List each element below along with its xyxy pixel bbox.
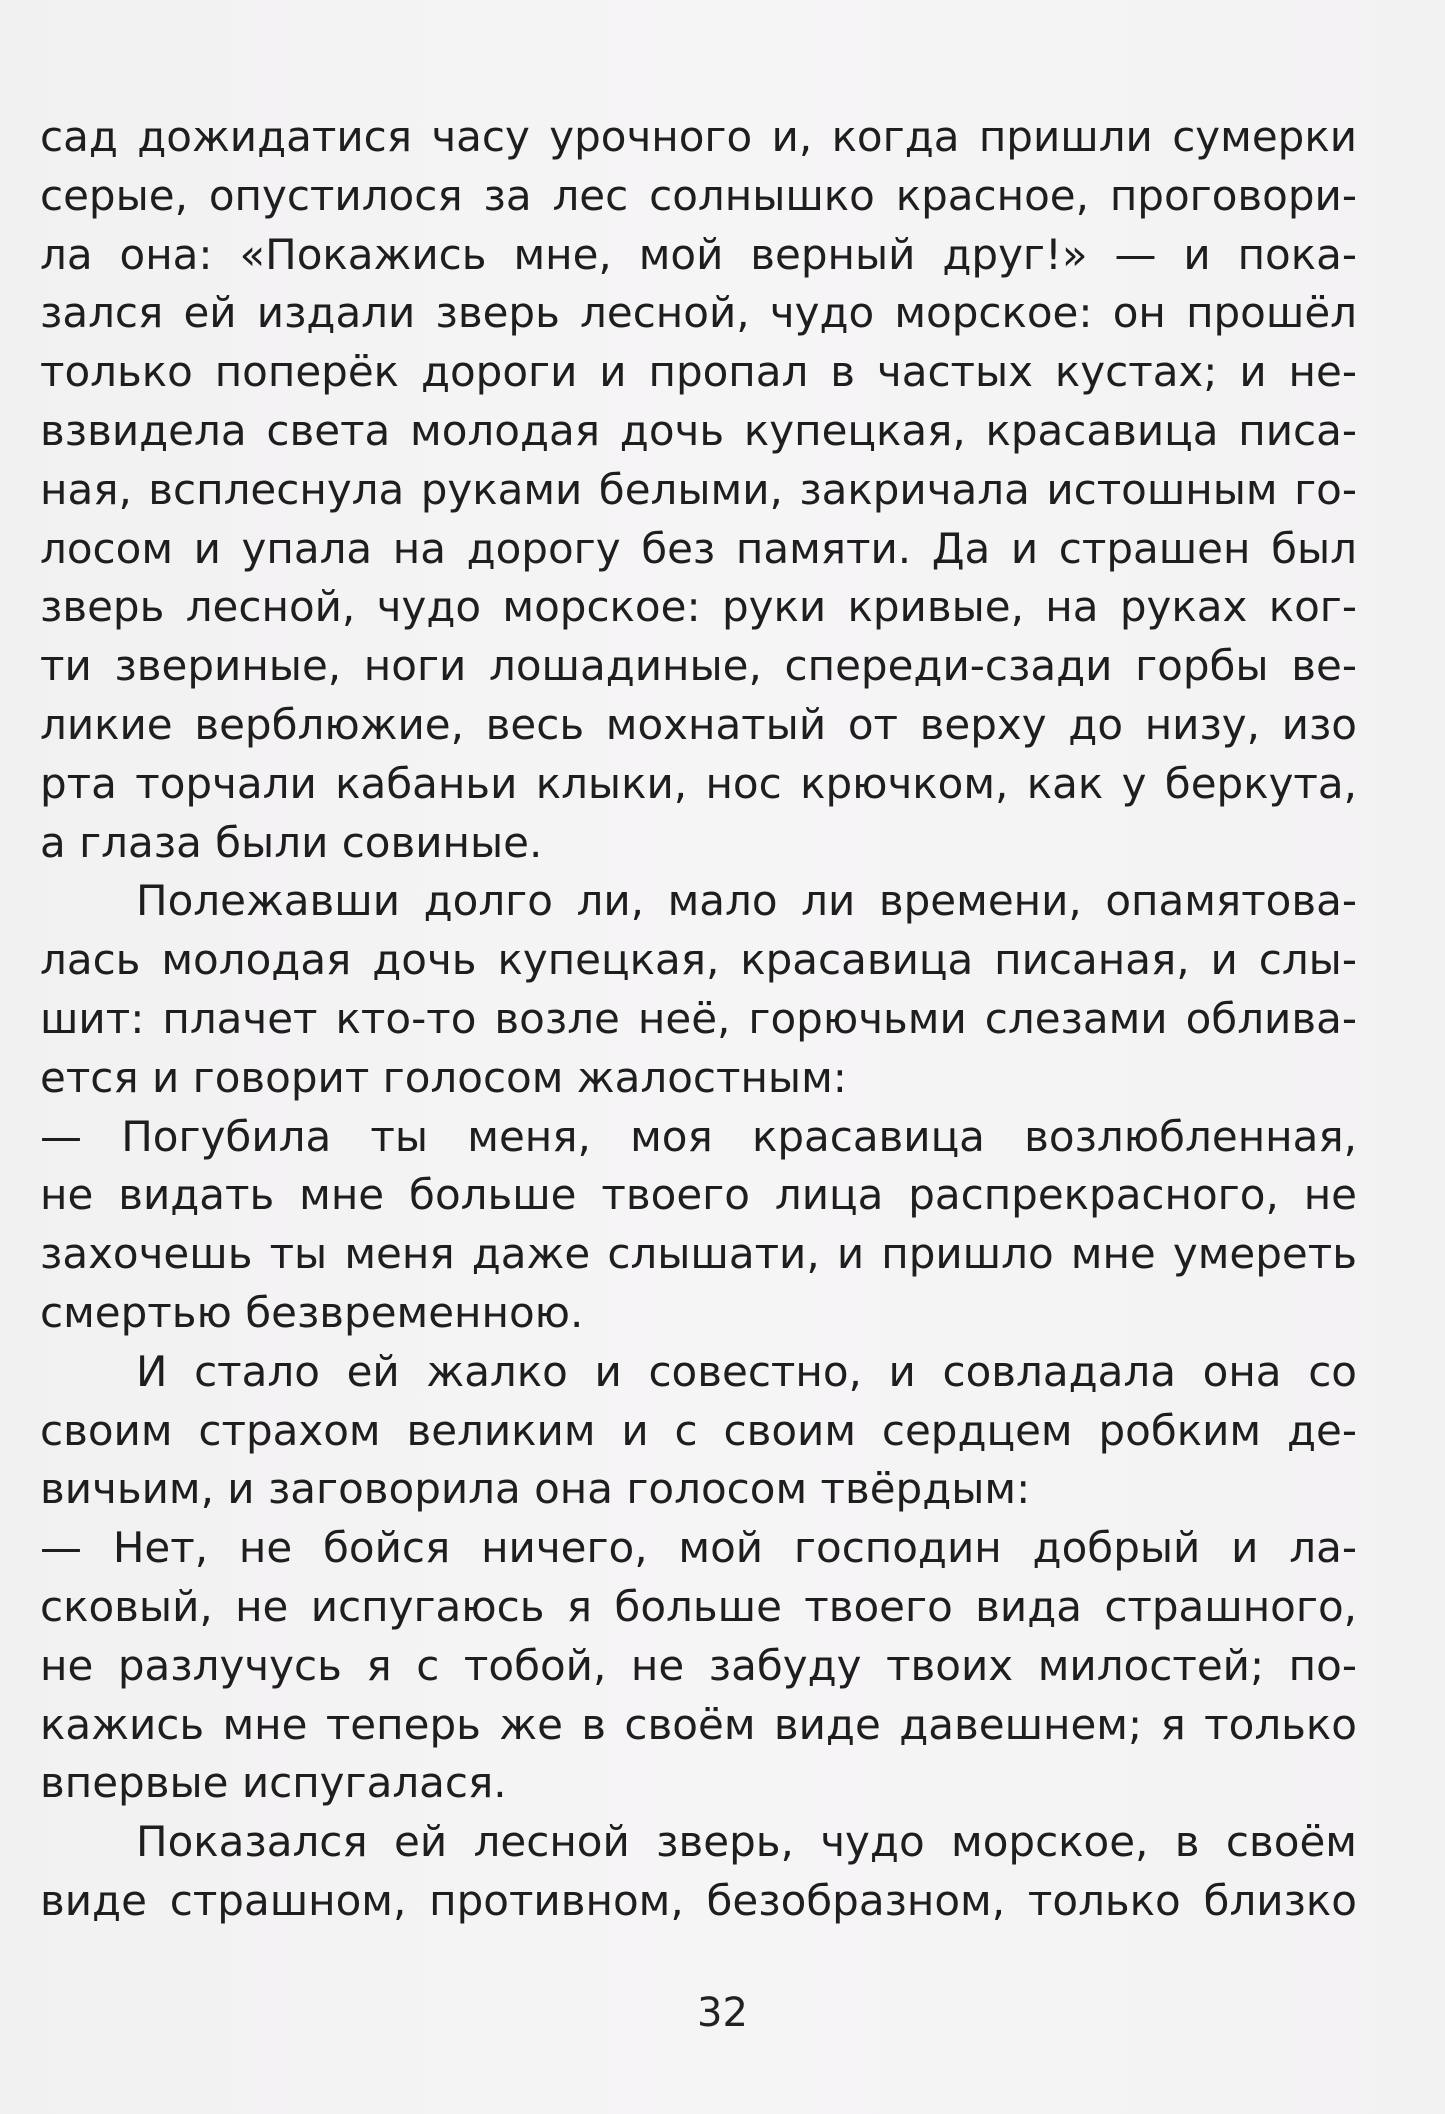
text-line: Полежавши долго ли, мало ли времени, опамятова-	[136, 876, 1357, 926]
text-line: а глаза были совиные.	[40, 817, 543, 867]
text-line: лась молодая дочь купецкая, красавица писаная, и слы-	[40, 935, 1357, 985]
body-text	[40, 108, 1357, 1931]
text-line: только поперёк дороги и пропал в частых кустах; и не-	[40, 347, 1357, 397]
text-line: впервые испугалася.	[40, 1758, 507, 1808]
text-line: И стало ей жалко и совестно, и совладала она со	[136, 1346, 1357, 1396]
text-line: — Погубила ты меня, моя красавица возлюбленная,	[40, 1111, 1357, 1161]
page-number: 32	[697, 1990, 748, 2036]
text-line: зался ей издали зверь лесной, чудо морское: он прошёл	[40, 288, 1357, 338]
text-line: сад дожидатися часу урочного и, когда пришли сумерки	[40, 112, 1357, 161]
text-line: ется и говорит голосом жалостным:	[40, 1052, 847, 1102]
text-line: кажись мне теперь же в своём виде давешнем; я только	[40, 1699, 1357, 1749]
text-line: взвидела света молодая дочь купецкая, красавица писа-	[40, 405, 1357, 455]
text-line: не видать мне больше твоего лица распрекрасного, не	[40, 1170, 1357, 1220]
text-line: ти звериные, ноги лошадиные, спереди-сзади горбы ве-	[40, 641, 1357, 691]
text-line: зверь лесной, чудо морское: руки кривые, на руках ког-	[40, 582, 1357, 632]
text-line: смертью безвременною.	[40, 1287, 584, 1337]
text-line: ная, всплеснула руками белыми, закричала истошным го-	[40, 464, 1357, 514]
text-line: лосом и упала на дорогу без памяти. Да и страшен был	[40, 523, 1357, 573]
text-line: ла она: «Покажись мне, мой верный друг!» — и пока-	[40, 229, 1357, 279]
text-line: ликие верблюжие, весь мохнатый от верху до низу, изо	[40, 699, 1357, 749]
text-line: сковый, не испугаюсь я больше твоего вида страшного,	[40, 1581, 1357, 1631]
text-line: виде страшном, противном, безобразном, только близко	[40, 1875, 1357, 1925]
text-line: вичьим, и заговорила она голосом твёрдым:	[40, 1464, 1031, 1514]
text-line: своим страхом великим и с своим сердцем робким де-	[40, 1405, 1357, 1455]
text-line: серые, опустилося за лес солнышко красное, проговори-	[40, 170, 1357, 220]
text-line: рта торчали кабаньи клыки, нос крючком, как у беркута,	[40, 758, 1357, 808]
text-line: захочешь ты меня даже слышати, и пришло мне умереть	[40, 1229, 1357, 1279]
text-line: не разлучусь я с тобой, не забуду твоих милостей; по-	[40, 1640, 1357, 1690]
text-line: Показался ей лесной зверь, чудо морское, в своём	[136, 1817, 1357, 1867]
text-line: — Нет, не бойся ничего, мой господин добрый и ла-	[40, 1523, 1357, 1573]
text-line: шит: плачет кто-то возле неё, горючьми слезами облива-	[40, 993, 1357, 1043]
